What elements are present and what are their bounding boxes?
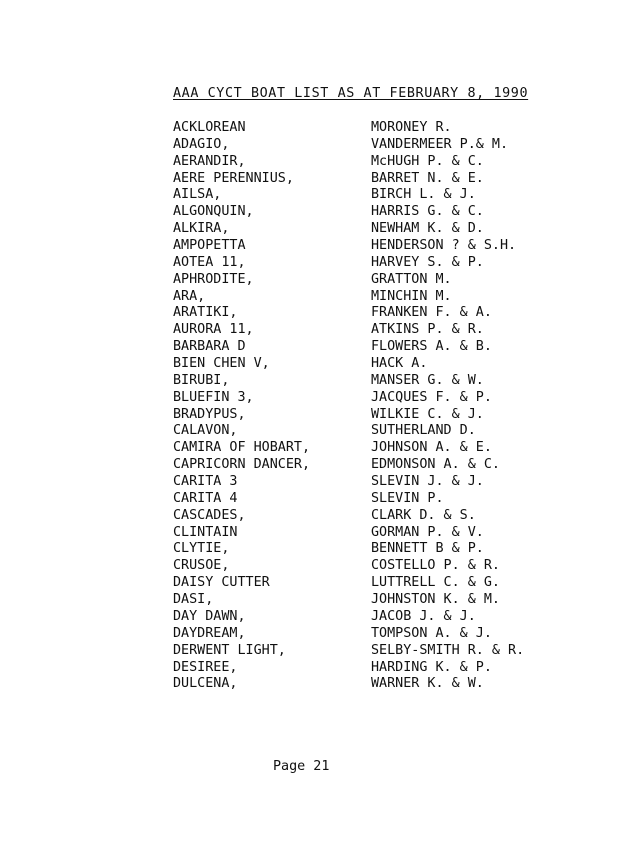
- boat-list: [173, 120, 583, 693]
- list-item: [173, 255, 583, 272]
- boat-name: CLYTIE,: [173, 541, 230, 557]
- list-item: [173, 221, 583, 238]
- owner-name: SLEVIN J. & J.: [371, 474, 484, 490]
- boat-name: CLINTAIN: [173, 524, 238, 540]
- list-item: [173, 676, 583, 693]
- boat-name: DAISY CUTTER: [173, 575, 270, 591]
- list-item: [173, 356, 583, 373]
- owner-name: HENDERSON ? & S.H.: [371, 238, 517, 254]
- owner-name: HARRIS G. & C.: [371, 204, 484, 220]
- boat-name: DESIREE,: [173, 659, 238, 675]
- list-item: [173, 272, 583, 289]
- list-item: [173, 541, 583, 558]
- boat-name: DERWENT LIGHT,: [173, 642, 286, 658]
- owner-name: NEWHAM K. & D.: [371, 221, 484, 237]
- boat-name: AILSA,: [173, 187, 222, 203]
- owner-name: GORMAN P. & V.: [371, 524, 484, 540]
- boat-name: BIEN CHEN V,: [173, 356, 270, 372]
- owner-name: SUTHERLAND D.: [371, 423, 476, 439]
- list-item: [173, 238, 583, 255]
- page-number: Page 21: [273, 759, 330, 774]
- owner-name: MANSER G. & W.: [371, 372, 484, 388]
- list-item: [173, 440, 583, 457]
- boat-name: ALKIRA,: [173, 221, 230, 237]
- owner-name: JACQUES F. & P.: [371, 389, 492, 405]
- list-item: [173, 592, 583, 609]
- list-item: [173, 305, 583, 322]
- boat-name: AOTEA 11,: [173, 254, 246, 270]
- owner-name: LUTTRELL C. & G.: [371, 575, 500, 591]
- boat-name: CRUSOE,: [173, 558, 230, 574]
- owner-name: JOHNSON A. & E.: [371, 440, 492, 456]
- boat-name: DASI,: [173, 592, 214, 608]
- owner-name: SLEVIN P.: [371, 490, 444, 506]
- boat-name: CAPRICORN DANCER,: [173, 457, 311, 473]
- owner-name: JACOB J. & J.: [371, 608, 476, 624]
- owner-name: WARNER K. & W.: [371, 676, 484, 692]
- boat-name: CARITA 4: [173, 490, 238, 506]
- boat-name: CALAVON,: [173, 423, 238, 439]
- owner-name: EDMONSON A. & C.: [371, 457, 500, 473]
- list-item: [173, 390, 583, 407]
- list-item: [173, 187, 583, 204]
- boat-name: ACKLOREAN: [173, 120, 246, 135]
- owner-name: GRATTON M.: [371, 271, 452, 287]
- boat-name: ALGONQUIN,: [173, 204, 254, 220]
- list-item: [173, 339, 583, 356]
- boat-name: AURORA 11,: [173, 322, 254, 338]
- owner-name: WILKIE C. & J.: [371, 406, 484, 422]
- owner-name: ATKINS P. & R.: [371, 322, 484, 338]
- list-item: [173, 171, 583, 188]
- owner-name: HARVEY S. & P.: [371, 254, 484, 270]
- owner-name: TOMPSON A. & J.: [371, 625, 492, 641]
- boat-name: ADAGIO,: [173, 136, 230, 152]
- boat-name: BRADYPUS,: [173, 406, 246, 422]
- boat-name: ARATIKI,: [173, 305, 238, 321]
- owner-name: JOHNSTON K. & M.: [371, 592, 500, 608]
- owner-name: MINCHIN M.: [371, 288, 452, 304]
- list-item: [173, 660, 583, 677]
- list-item: [173, 373, 583, 390]
- list-item: [173, 643, 583, 660]
- list-item: [173, 204, 583, 221]
- boat-name: ARA,: [173, 288, 206, 304]
- owner-name: CLARK D. & S.: [371, 507, 476, 523]
- owner-name: HARDING K. & P.: [371, 659, 492, 675]
- list-item: [173, 575, 583, 592]
- list-item: [173, 137, 583, 154]
- owner-name: MORONEY R.: [371, 120, 452, 135]
- boat-name: CASCADES,: [173, 507, 246, 523]
- boat-name: AERE PERENNIUS,: [173, 170, 294, 186]
- owner-name: BARRET N. & E.: [371, 170, 484, 186]
- boat-name: BLUEFIN 3,: [173, 389, 254, 405]
- owner-name: COSTELLO P. & R.: [371, 558, 500, 574]
- boat-name: DULCENA,: [173, 676, 238, 692]
- list-item: [173, 457, 583, 474]
- owner-name: BENNETT B & P.: [371, 541, 484, 557]
- boat-name: AERANDIR,: [173, 153, 246, 169]
- owner-name: FRANKEN F. & A.: [371, 305, 492, 321]
- owner-name: VANDERMEER P.& M.: [371, 136, 509, 152]
- boat-name: CARITA 3: [173, 474, 238, 490]
- list-item: [173, 508, 583, 525]
- boat-name: DAY DAWN,: [173, 608, 246, 624]
- owner-name: HACK A.: [371, 356, 428, 372]
- owner-name: McHUGH P. & C.: [371, 153, 484, 169]
- list-item: [173, 525, 583, 542]
- owner-name: SELBY-SMITH R. & R.: [371, 642, 525, 658]
- list-item: [173, 491, 583, 508]
- boat-name: AMPOPETTA: [173, 238, 246, 254]
- list-item: [173, 626, 583, 643]
- boat-name: DAYDREAM,: [173, 625, 246, 641]
- boat-name: BARBARA D: [173, 339, 246, 355]
- owner-name: FLOWERS A. & B.: [371, 339, 492, 355]
- page-title: AAA CYCT BOAT LIST AS AT FEBRUARY 8, 1990: [173, 86, 529, 101]
- list-item: [173, 154, 583, 171]
- list-item: [173, 407, 583, 424]
- list-item: [173, 289, 583, 306]
- list-item: [173, 609, 583, 626]
- list-item: [173, 423, 583, 440]
- owner-name: BIRCH L. & J.: [371, 187, 476, 203]
- boat-name: BIRUBI,: [173, 372, 230, 388]
- list-item: [173, 474, 583, 491]
- boat-name: CAMIRA OF HOBART,: [173, 440, 311, 456]
- boat-name: APHRODITE,: [173, 271, 254, 287]
- list-item: [173, 322, 583, 339]
- list-item: [173, 558, 583, 575]
- list-item: [173, 120, 583, 137]
